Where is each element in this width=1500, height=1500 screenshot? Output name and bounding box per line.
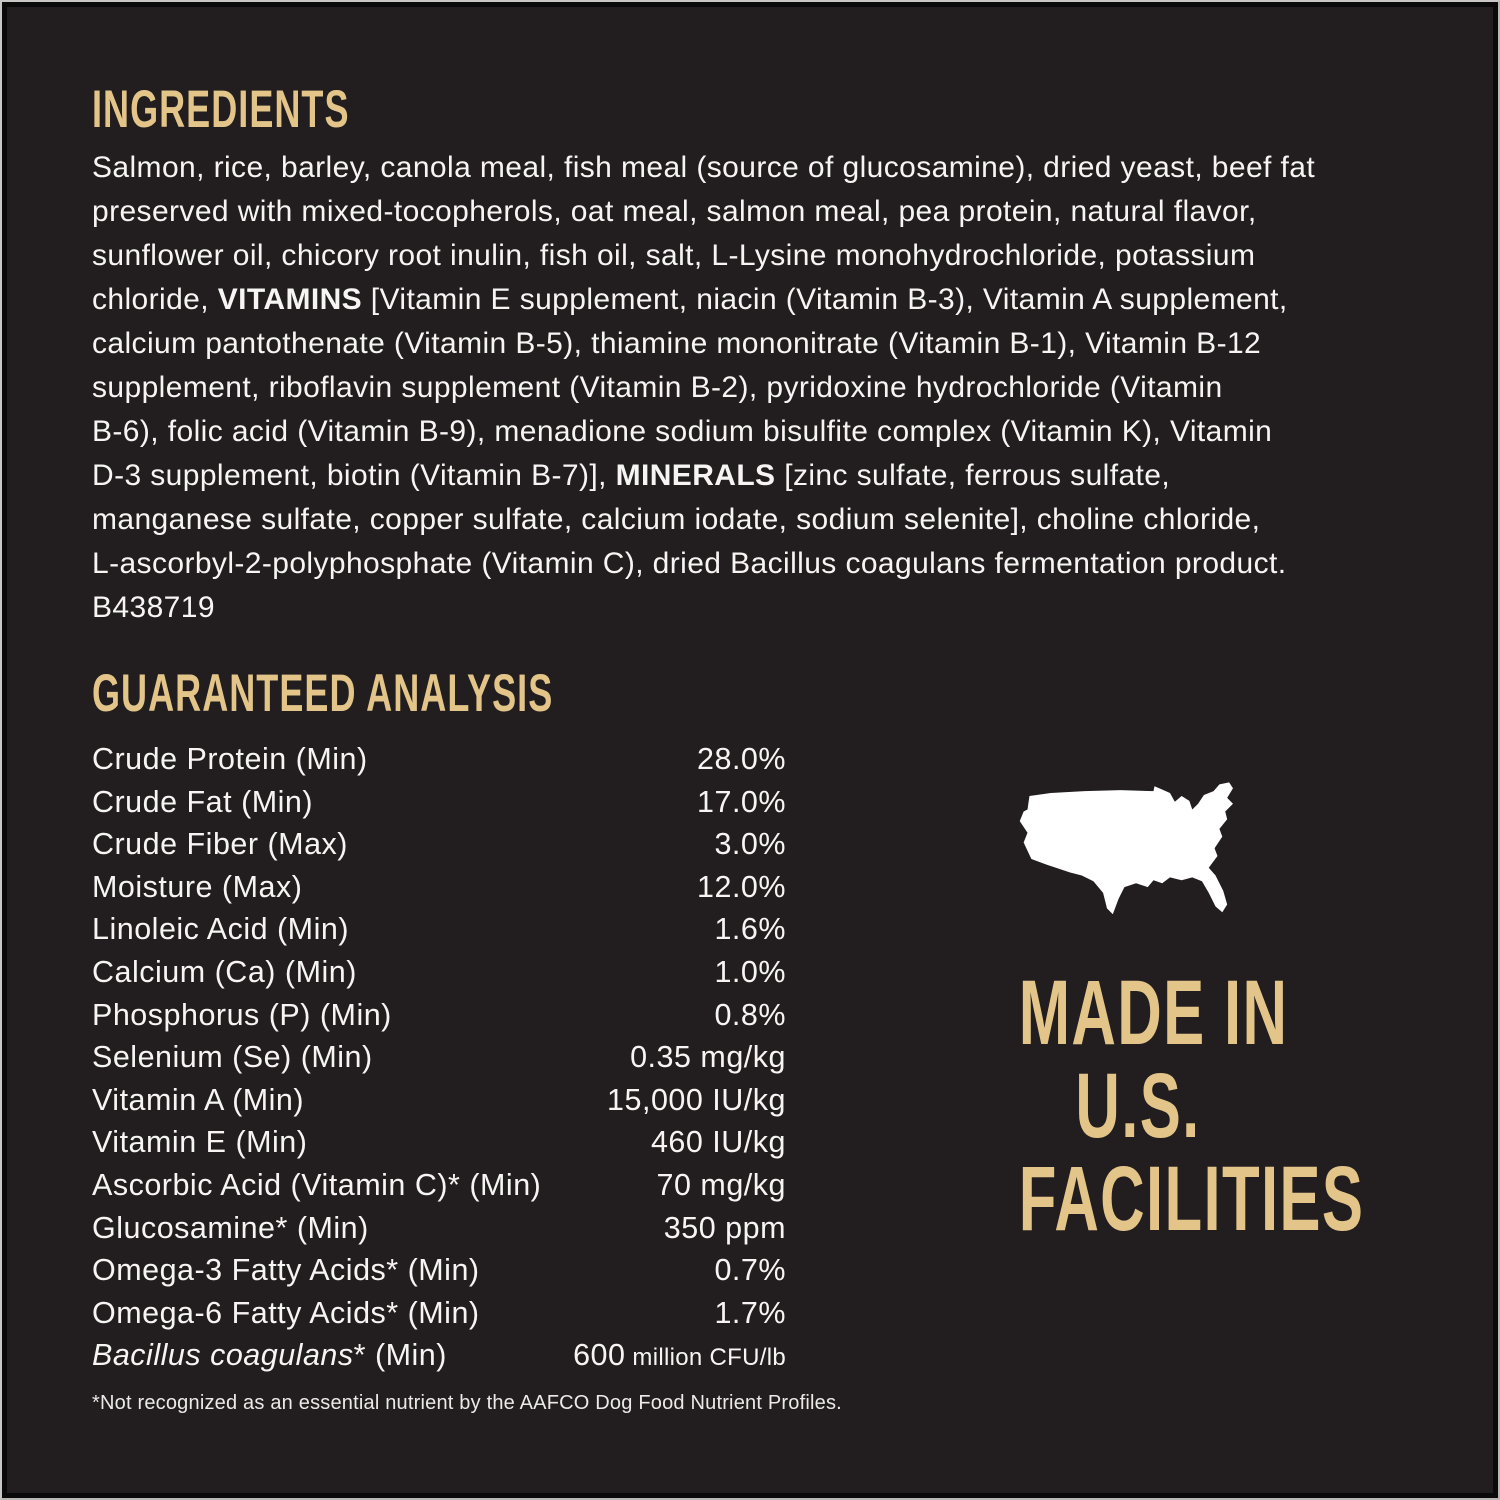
made-in-line-3: FACILITIES [1018, 1148, 1365, 1250]
ga-row-value: 3.0% [714, 827, 786, 862]
ingredients-line: chloride, VITAMINS [Vitamin E supplement, niacin (Vitamin B-3), Vitamin A supplement, [92, 283, 1288, 316]
made-in-line-1: MADE IN [1018, 962, 1289, 1064]
ga-row-label: Bacillus coagulans* (Min) [92, 1338, 447, 1373]
ingredients-line: Salmon, rice, barley, canola meal, fish meal (source of glucosamine), dried yeast, beef fat [92, 151, 1316, 184]
ga-row-label: Calcium (Ca) (Min) [92, 954, 357, 989]
guaranteed-analysis-heading: GUARANTEED ANALYSIS [92, 664, 554, 723]
ga-row-label: Vitamin A (Min) [92, 1082, 305, 1117]
ga-row-value: 600 million CFU/lb [573, 1338, 786, 1373]
ga-row [92, 951, 786, 994]
ga-row-label: Omega-6 Fatty Acids* (Min) [92, 1295, 480, 1330]
usa-map-icon [1012, 779, 1264, 937]
ga-row-value: 1.0% [714, 954, 786, 989]
ga-row [92, 1334, 786, 1377]
ga-row [92, 1207, 786, 1250]
ga-row [92, 1249, 786, 1292]
ga-row [92, 781, 786, 824]
ingredients-line: sunflower oil, chicory root inulin, fish oil, salt, L-Lysine monohydrochloride, potassium [92, 239, 1256, 272]
ga-row-label: Omega-3 Fatty Acids* (Min) [92, 1253, 480, 1288]
ga-row-label: Crude Fat (Min) [92, 784, 314, 819]
ga-row-label: Selenium (Se) (Min) [92, 1040, 373, 1075]
ga-row [92, 908, 786, 951]
guaranteed-analysis-table [92, 738, 786, 1377]
ingredients-line: L-ascorbyl-2-polyphosphate (Vitamin C), dried Bacillus coagulans fermentation product. [92, 547, 1287, 580]
ga-row-value: 0.35 mg/kg [630, 1040, 786, 1075]
ingredients-line: D-3 supplement, biotin (Vitamin B-7)], MINERALS [zinc sulfate, ferrous sulfate, [92, 459, 1171, 492]
aafco-footnote: *Not recognized as an essential nutrient by the AAFCO Dog Food Nutrient Profiles. [92, 1392, 842, 1414]
ingredients-line: calcium pantothenate (Vitamin B-5), thiamine mononitrate (Vitamin B-1), Vitamin B-12 [92, 327, 1262, 360]
ingredients-line: B438719 [92, 591, 215, 624]
ga-row [92, 1121, 786, 1164]
ingredients-line: supplement, riboflavin supplement (Vitamin B-2), pyridoxine hydrochloride (Vitamin [92, 371, 1223, 404]
ga-row-value: 350 ppm [663, 1210, 786, 1245]
ingredients-line: preserved with mixed-tocopherols, oat meal, salmon meal, pea protein, natural flavor, [92, 195, 1257, 228]
ga-row-label: Linoleic Acid (Min) [92, 912, 349, 947]
ga-row-label: Vitamin E (Min) [92, 1125, 308, 1160]
ga-row-label: Phosphorus (P) (Min) [92, 997, 392, 1032]
ingredients-line: manganese sulfate, copper sulfate, calcium iodate, sodium selenite], choline chloride, [92, 503, 1261, 536]
ga-row [92, 1079, 786, 1122]
ga-row-label: Moisture (Max) [92, 869, 303, 904]
ga-row [92, 1164, 786, 1207]
ga-row [92, 1036, 786, 1079]
ingredients-paragraph [92, 146, 1437, 630]
ga-row [92, 1292, 786, 1335]
ingredients-line: B-6), folic acid (Vitamin B-9), menadione sodium bisulfite complex (Vitamin K), Vitamin [92, 415, 1273, 448]
ga-row-value: 28.0% [697, 742, 786, 776]
ga-row-value: 17.0% [697, 784, 786, 819]
ga-row [92, 823, 786, 866]
ga-row-label: Crude Protein (Min) [92, 742, 368, 776]
ga-row-label: Glucosamine* (Min) [92, 1210, 369, 1245]
ga-row-value: 15,000 IU/kg [607, 1082, 786, 1117]
ga-row-value: 0.7% [714, 1253, 786, 1288]
ga-row [92, 738, 786, 781]
made-in-line-2: U.S. [1075, 1055, 1201, 1157]
ga-row-label: Ascorbic Acid (Vitamin C)* (Min) [92, 1167, 542, 1202]
ga-row-value: 12.0% [697, 869, 786, 904]
ga-row-value: 70 mg/kg [656, 1167, 786, 1202]
ga-row-value-unit: million CFU/lb [625, 1344, 786, 1372]
ga-row-value: 1.7% [714, 1295, 786, 1330]
ga-row-value: 0.8% [714, 997, 786, 1032]
made-in-us-facilities-text [960, 962, 1365, 1250]
ga-row [92, 994, 786, 1037]
ga-row-value: 1.6% [714, 912, 786, 947]
ga-row-label: Crude Fiber (Max) [92, 827, 348, 862]
ingredients-heading: INGREDIENTS [92, 80, 350, 139]
ga-row-value: 460 IU/kg [650, 1125, 786, 1160]
ga-row [92, 866, 786, 909]
made-in-us-block [960, 779, 1365, 1250]
